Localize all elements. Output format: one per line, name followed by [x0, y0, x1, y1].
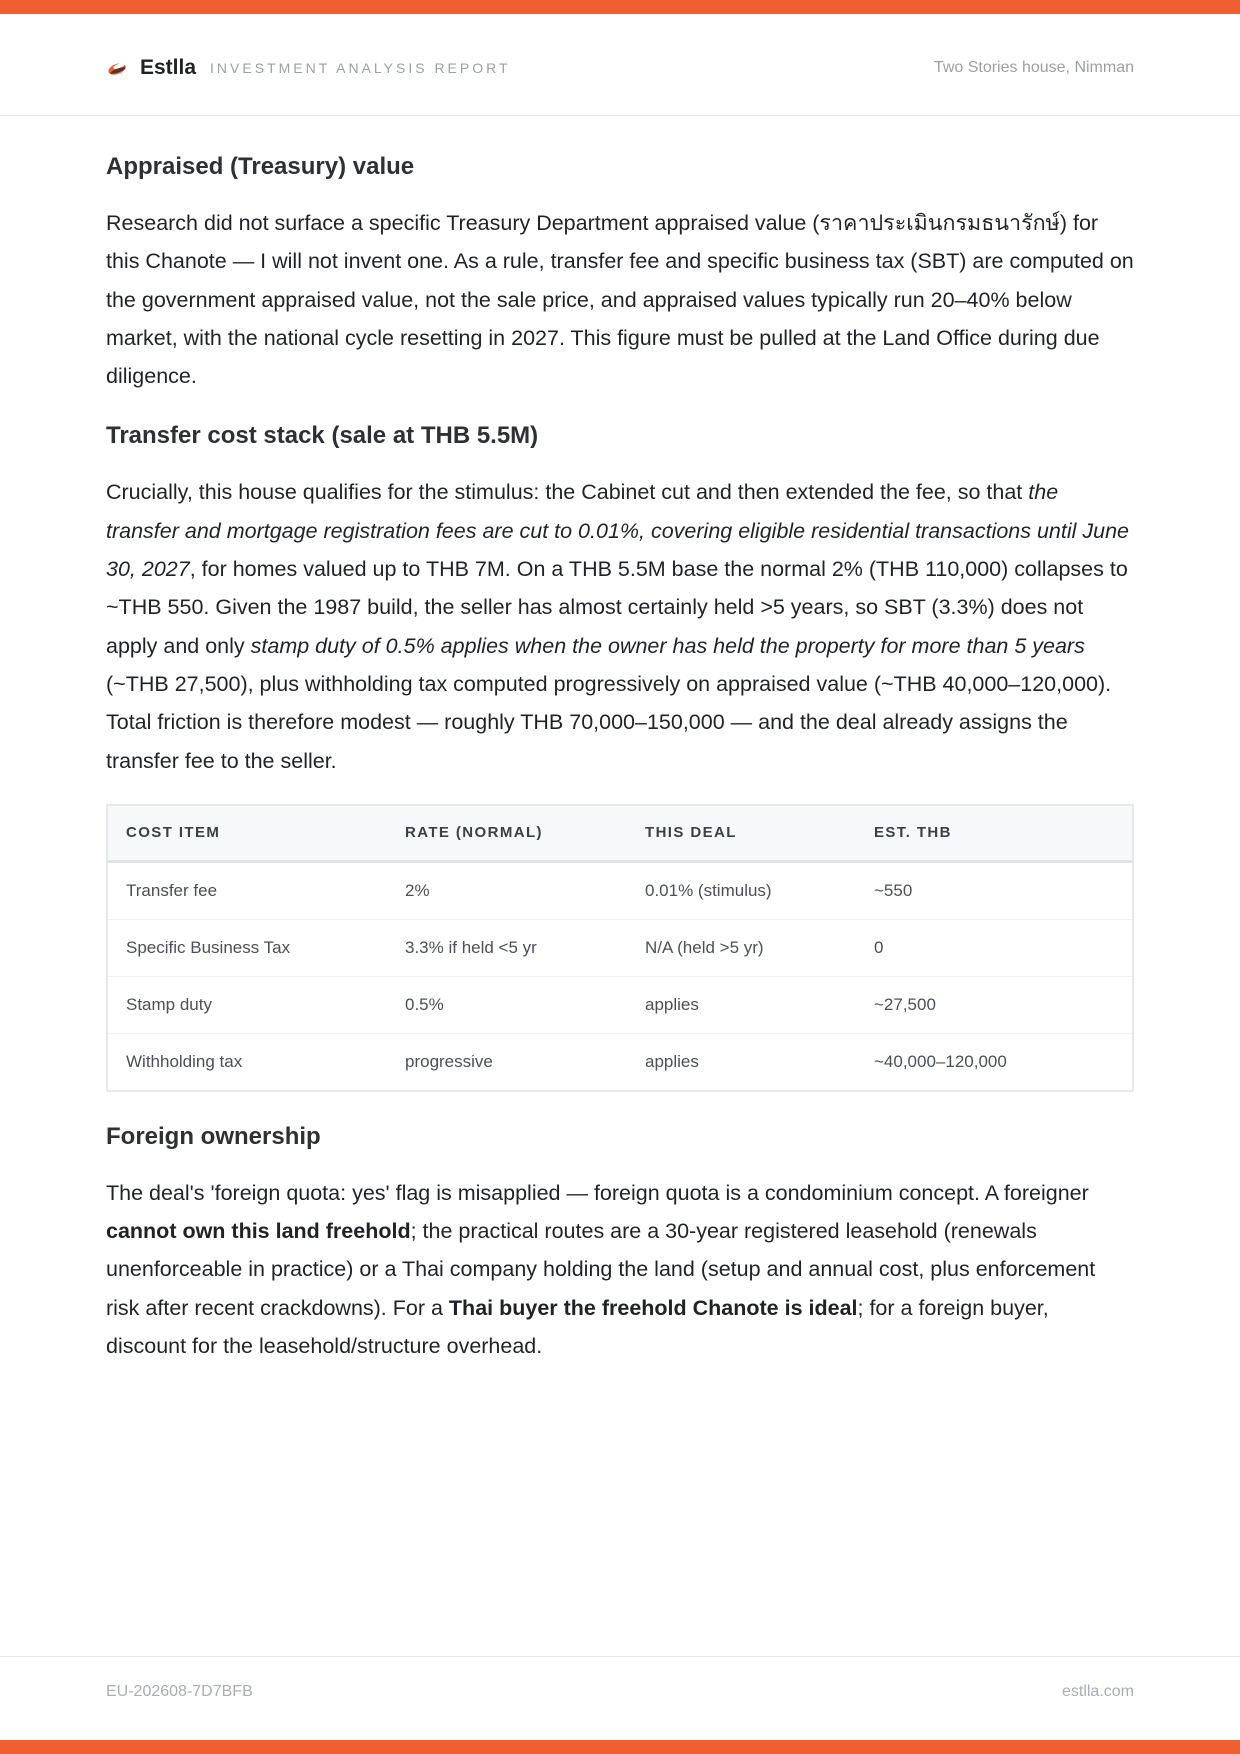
text-run: , for homes valued up to THB 7M. On a THB 5.5M base the normal 2% (THB 110,000) collapses to ~THB 550. Given the 1987 build, the seller has almost certainly held >5 years, so SBT (3.3%) does not apply and only [106, 557, 1128, 658]
estlla-logo-icon [106, 57, 128, 79]
bold-emphasis: Thai buyer the freehold Chanote is ideal [448, 1295, 858, 1320]
text-run: Crucially, this house qualifies for the stimulus: the Cabinet cut and then extended the fee, so that [106, 480, 1029, 505]
text-run: ; for a foreign buyer, discount for the leasehold/structure overhead. [106, 1295, 1049, 1359]
transfer-cost-section [106, 419, 1134, 1091]
report-type-label: INVESTMENT ANALYSIS REPORT [210, 60, 511, 76]
table-row [107, 919, 1133, 976]
section-heading-appraised: Appraised (Treasury) value [106, 153, 415, 180]
column-header: COST ITEM [107, 805, 387, 862]
section-heading-transfer: Transfer cost stack (sale at THB 5.5M) [106, 422, 539, 450]
report-header [0, 14, 1240, 116]
table-cell: ~27,500 [856, 976, 1133, 1033]
table-cell: progressive [405, 1051, 493, 1071]
property-name: Two Stories house, Nimman [933, 59, 1134, 76]
website-label: estlla.com [1061, 1683, 1134, 1700]
table-cell: 0.01% (stimulus) [627, 861, 856, 919]
appraised-value-section [106, 150, 1134, 395]
table-cell: 0.5% [387, 976, 627, 1033]
table-cell: ~550 [856, 861, 1133, 919]
text-run: The deal's 'foreign quota: yes' flag is misapplied — foreign quota is a condominium concept. A foreigner [106, 1180, 1089, 1205]
column-header: EST. THB [856, 805, 1133, 862]
table-cell: 0 [856, 919, 1133, 976]
brand-name: Estlla [140, 56, 197, 79]
column-header: RATE (NORMAL) [387, 805, 627, 862]
column-header: THIS DEAL [627, 805, 856, 862]
table-row [107, 861, 1133, 919]
table-cell: N/A (held >5 yr) [627, 919, 856, 976]
table-cell: 2% [387, 861, 627, 919]
table-cell: ~40,000–120,000 [874, 1051, 1007, 1071]
table-row [107, 1033, 1133, 1091]
bottom-accent-bar [0, 1740, 1240, 1754]
table-row [107, 976, 1133, 1033]
section-heading-foreign: Foreign ownership [106, 1122, 321, 1150]
table-cell: applies [645, 1051, 699, 1071]
bold-emphasis: cannot own this land freehold [106, 1219, 411, 1244]
italic-quote: the transfer and mortgage registration fees are cut to 0.01%, covering eligible residential transactions until June 30, 2027 [106, 480, 1130, 582]
transfer-paragraph [106, 473, 1134, 779]
italic-quote: stamp duty of 0.5% applies when the owner has held the property for more than 5 years [250, 633, 1085, 658]
table-cell: Transfer fee [107, 861, 387, 919]
report-footer [0, 1656, 1240, 1740]
foreign-ownership-section [106, 1120, 1134, 1365]
cost-table [106, 804, 1134, 1092]
text-run: (~THB 27,500), plus withholding tax computed progressively on appraised value (~THB 40,000–120,000). Total friction is therefore modest — roughly THB 70,000–150,000 — and the deal already assigns the transfer fee to the seller. [106, 671, 1112, 773]
table-cell: 3.3% if held <5 yr [387, 919, 627, 976]
table-cell: Stamp duty [107, 976, 387, 1033]
brand [106, 56, 511, 80]
table-cell: Withholding tax [126, 1051, 243, 1071]
report-reference-id: EU-202608-7D7BFB [106, 1683, 253, 1700]
table-cell: Specific Business Tax [107, 919, 387, 976]
report-content [106, 150, 1134, 1389]
table-header-row [107, 805, 1133, 862]
foreign-paragraph [106, 1174, 1134, 1365]
text-run: ; the practical routes are a 30-year registered leasehold (renewals unenforceable in practice) or a Thai company holding the land (setup and annual cost, plus enforcement risk after recent crackdowns). For a [106, 1219, 1096, 1320]
appraised-paragraph: Research did not surface a specific Treasury Department appraised value (ราคาประเมินกรมธนารักษ์) for this Chanote — I will not invent one. As a rule, transfer fee and specific business tax (SBT) are computed on the government appraised value, not the sale price, and appraised values typically run 20–40% below market, with the national cycle resetting in 2027. This figure must be pulled at the Land Office during due diligence. [106, 211, 1134, 389]
table-cell: applies [627, 976, 856, 1033]
top-accent-bar [0, 0, 1240, 14]
